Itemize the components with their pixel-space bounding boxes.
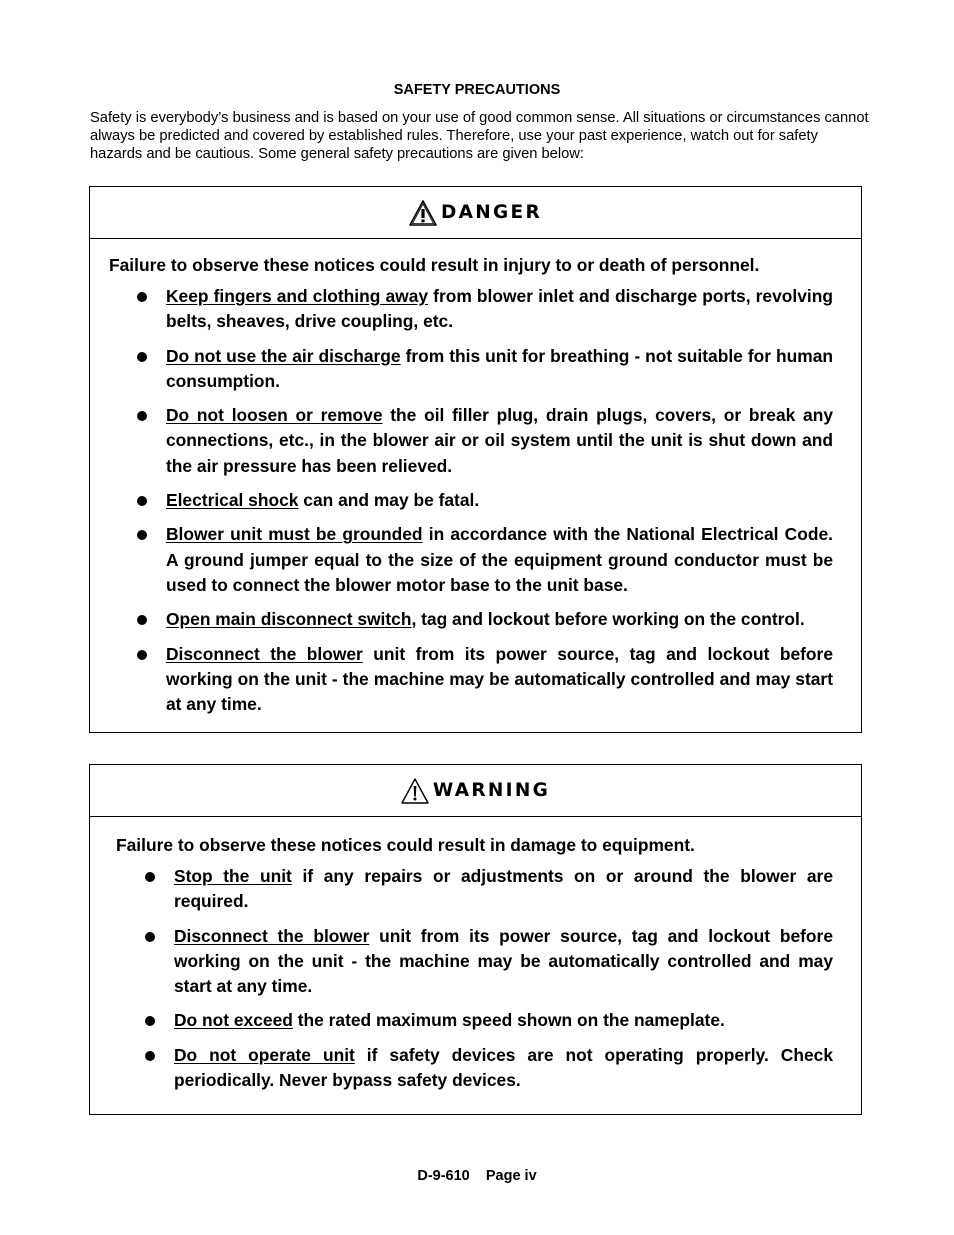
bullet-icon	[145, 1016, 155, 1026]
danger-item-list	[137, 284, 833, 717]
item-text: in accordance with the National Electrical Code. A ground jumper equal to the size of the equipment ground conductor must be used to connect the blower motor base to the unit base.	[166, 524, 833, 595]
list-item	[137, 344, 833, 395]
list-item	[137, 284, 833, 335]
list-item	[137, 403, 833, 479]
item-text: the rated maximum speed shown on the nameplate.	[292, 1010, 725, 1031]
page-footer	[0, 1168, 954, 1184]
item-text: the oil filler plug, drain plugs, covers, or break any connections, etc., in the blower air or oil system until the unit is shut down and the air pressure has been relieved.	[166, 405, 833, 476]
list-item	[137, 488, 833, 513]
item-emphasis: Keep fingers and clothing away	[166, 286, 429, 306]
warning-triangle-icon	[401, 777, 429, 805]
item-emphasis: Open main disconnect switch	[166, 609, 412, 630]
item-emphasis: Disconnect the blower	[174, 925, 370, 946]
warning-notice-box	[89, 764, 862, 1115]
item-emphasis: Disconnect the blower	[166, 643, 363, 664]
item-text: from this unit for breathing - not suitable for human consumption.	[166, 345, 833, 391]
item-emphasis: Do not operate unit	[174, 1044, 355, 1065]
item-emphasis: Stop the unit	[174, 866, 292, 886]
list-item	[145, 864, 833, 915]
bullet-icon	[137, 615, 147, 625]
bullet-icon	[145, 872, 155, 882]
warning-header	[90, 765, 861, 817]
list-item	[137, 607, 833, 632]
list-item	[137, 642, 833, 718]
bullet-icon	[137, 650, 147, 660]
bullet-icon	[145, 1051, 155, 1061]
item-emphasis: Do not exceed	[174, 1010, 293, 1031]
list-item	[145, 924, 833, 1000]
warning-header-label: WARNING	[432, 780, 551, 801]
item-text: if any repairs or adjustments on or around the blower are required.	[174, 866, 833, 912]
bullet-icon	[137, 292, 147, 302]
item-text: from blower inlet and discharge ports, revolving belts, sheaves, drive coupling, etc.	[166, 286, 833, 332]
danger-lead-text: Failure to observe these notices could result in injury to or death of personnel.	[109, 255, 760, 275]
danger-notice-box	[89, 186, 862, 733]
item-text: unit from its power source, tag and lockout before working on the unit - the machine may be automatically controlled and may start at any time.	[166, 643, 833, 715]
item-emphasis: Do not loosen or remove	[166, 405, 383, 426]
bullet-icon	[137, 496, 147, 506]
danger-header-label: DANGER	[440, 202, 543, 223]
warning-item-list	[145, 864, 833, 1093]
intro-paragraph: Safety is everybody’s business and is based on your use of good common sense. All situations or circumstances cannot always be predicted and covered by established rules. Therefore, use your past experience, watch out for safety hazards and be cautious. Some general safety precautions are given below:	[90, 110, 869, 162]
item-emphasis: Electrical shock	[166, 490, 299, 511]
list-item	[137, 522, 833, 598]
bullet-icon	[137, 352, 147, 362]
warning-triangle-icon	[409, 199, 437, 227]
document-number: D-9-610	[417, 1168, 470, 1184]
list-item	[145, 1043, 833, 1094]
item-text: if safety devices are not operating properly. Check periodically. Never bypass safety devices.	[174, 1044, 833, 1091]
page-number: Page iv	[485, 1168, 537, 1184]
item-text: unit from its power source, tag and lockout before working on the unit - the machine may be automatically controlled and may start at any time.	[174, 925, 833, 997]
item-text: , tag and lockout before working on the control.	[411, 609, 805, 630]
warning-lead-text: Failure to observe these notices could result in damage to equipment.	[116, 835, 695, 855]
list-item	[145, 1008, 833, 1033]
bullet-icon	[137, 411, 147, 421]
bullet-icon	[145, 932, 155, 942]
danger-header	[90, 187, 861, 239]
item-text: can and may be fatal.	[298, 490, 480, 511]
item-emphasis: Blower unit must be grounded	[166, 524, 423, 545]
page-title: SAFETY PRECAUTIONS	[393, 82, 561, 98]
item-emphasis: Do not use the air discharge	[166, 345, 401, 366]
bullet-icon	[137, 530, 147, 540]
